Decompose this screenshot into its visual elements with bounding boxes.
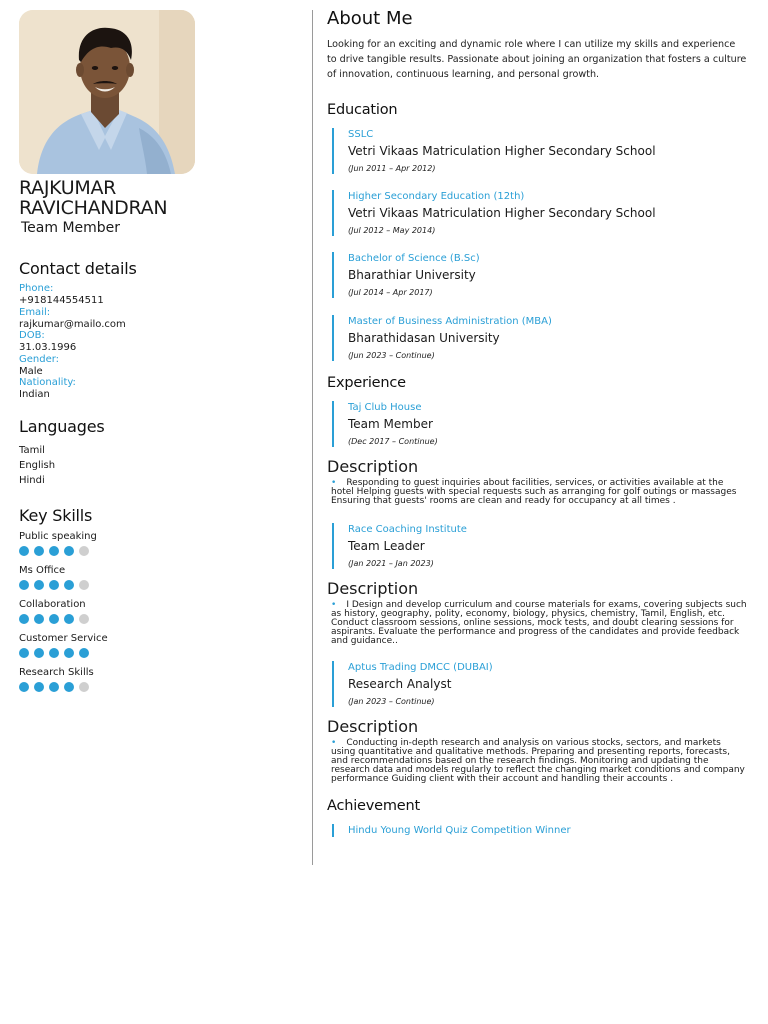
description-text: Responding to guest inquiries about facilities, services, or activities available at the hotel Helping guests with special requests such as arranging for golf outings or massages Ensuring that guests' rooms are clean and ready for occupancy at all times . (331, 478, 737, 506)
about-text: Looking for an exciting and dynamic role where I can utilize my skills and experience to drive tangible results. Passionate about joining an organization that fosters a culture of innovation, continuous learning, and personal growth. (327, 39, 747, 80)
education-entry (327, 128, 747, 174)
skill-name: Ms Office (19, 564, 66, 576)
entry-accent-bar (332, 661, 334, 707)
experience-entry (327, 661, 747, 707)
main-content (327, 8, 747, 837)
experience-entry (327, 401, 747, 447)
email-label: Email: (19, 306, 51, 318)
description-text: Conducting in-depth research and analysis on various stocks, sectors, and markets using quantitative and qualitative methods. Preparing and presenting reports, forecasts, and recommendations based on the research findings. Monitoring and updating the research data and models regularly to reflect the changing market conditions and company performance Guiding client with their account and handling their accounts . (331, 738, 745, 784)
skill-item (19, 565, 299, 590)
entry-accent-bar (332, 252, 334, 298)
bullet-icon: • (331, 478, 337, 488)
sidebar (19, 10, 299, 701)
nationality-label: Nationality: (19, 377, 76, 388)
rating-dot-filled (49, 682, 59, 692)
description-text: I Design and develop curriculum and course materials for exams, covering subjects such as history, geography, polity, economy, biology, physics, chemistry, Tamil, English, etc. Conduct classroom sessions, online sessions, mock tests, and doubt clearing sessions for aspirants. Evaluate the performance and progress of the candidates and provide feedback and guidance.. (331, 600, 747, 646)
experience-description (327, 479, 747, 505)
bullet-icon: • (331, 738, 337, 749)
skills-section (19, 506, 299, 692)
entry-accent-bar (332, 523, 334, 569)
rating-dot-filled (64, 580, 74, 590)
email-value: rajkumar@mailo.com (19, 318, 126, 330)
education-school: Bharathiar University (348, 268, 476, 282)
education-entry (327, 190, 747, 236)
education-entry (327, 252, 747, 298)
rating-dot-empty (79, 546, 89, 556)
rating-dot-filled (49, 580, 59, 590)
skill-rating (19, 648, 299, 658)
education-title: Education (327, 102, 398, 118)
experience-company: Race Coaching Institute (348, 524, 467, 536)
experience-dates: (Jan 2021 – Jan 2023) (348, 559, 434, 569)
skill-item (19, 531, 299, 556)
rating-dot-filled (19, 546, 29, 556)
rating-dot-filled (34, 682, 44, 692)
about-title: About Me (327, 8, 413, 29)
languages-section (19, 417, 299, 488)
rating-dot-filled (79, 648, 89, 658)
experience-description (327, 601, 747, 645)
job-role: Team Member (21, 220, 121, 236)
education-dates: (Jul 2012 – May 2014) (348, 226, 436, 235)
education-dates: (Jun 2023 – Continue) (348, 351, 435, 360)
skill-rating (19, 614, 299, 624)
entry-accent-bar (332, 824, 334, 837)
rating-dot-filled (19, 648, 29, 658)
rating-dot-filled (34, 546, 44, 556)
education-dates: (Jun 2011 – Apr 2012) (348, 164, 436, 173)
gender-value: Male (19, 365, 43, 377)
skill-name: Public speaking (19, 530, 97, 542)
language-item: English (19, 459, 56, 471)
education-school: Vetri Vikaas Matriculation Higher Secondary School (348, 206, 656, 220)
experience-dates: (Dec 2017 – Continue) (348, 437, 438, 446)
description-title: Description (327, 457, 419, 476)
language-item: Tamil (19, 444, 45, 456)
contact-title: Contact details (19, 259, 137, 278)
column-divider (312, 10, 313, 865)
education-dates: (Jul 2014 – Apr 2017) (348, 288, 433, 297)
rating-dot-filled (19, 682, 29, 692)
education-degree: Higher Secondary Education (12th) (348, 191, 525, 202)
dob-value: 31.03.1996 (19, 342, 77, 353)
achievement-title: Achievement (327, 798, 420, 815)
rating-dot-filled (64, 682, 74, 692)
language-item: Hindi (19, 474, 45, 486)
gender-label: Gender: (19, 353, 60, 365)
entry-accent-bar (332, 190, 334, 236)
education-school: Vetri Vikaas Matriculation Higher Secondary School (348, 144, 656, 158)
rating-dot-empty (79, 580, 89, 590)
entry-accent-bar (332, 315, 334, 361)
skill-rating (19, 546, 299, 556)
experience-position: Team Member (348, 417, 433, 431)
skill-rating (19, 682, 299, 692)
education-degree: Bachelor of Science (B.Sc) (348, 253, 480, 264)
rating-dot-filled (19, 580, 29, 590)
contact-section (19, 259, 299, 401)
rating-dot-filled (34, 614, 44, 624)
achievement-text: Hindu Young World Quiz Competition Winner (348, 825, 571, 837)
first-name: RAJKUMAR (19, 177, 117, 199)
rating-dot-filled (49, 546, 59, 556)
education-degree: SSLC (348, 129, 374, 140)
experience-description (327, 739, 747, 783)
education-school: Bharathidasan University (348, 331, 500, 345)
rating-dot-filled (19, 614, 29, 624)
profile-photo (19, 10, 195, 174)
description-title: Description (327, 717, 419, 737)
experience-company: Aptus Trading DMCC (DUBAI) (348, 662, 493, 674)
experience-position: Team Leader (348, 539, 425, 554)
education-degree: Master of Business Administration (MBA) (348, 316, 552, 327)
skill-item (19, 667, 299, 692)
phone-label: Phone: (19, 283, 54, 294)
skill-item (19, 633, 299, 658)
education-entry (327, 315, 747, 361)
dob-label: DOB: (19, 330, 45, 341)
experience-dates: (Jan 2023 – Continue) (348, 697, 435, 707)
experience-position: Research Analyst (348, 677, 452, 692)
nationality-value: Indian (19, 389, 50, 400)
experience-company: Taj Club House (348, 402, 422, 413)
rating-dot-empty (79, 614, 89, 624)
skill-rating (19, 580, 299, 590)
bullet-icon: • (331, 600, 337, 611)
rating-dot-filled (64, 546, 74, 556)
entry-accent-bar (332, 401, 334, 447)
languages-title: Languages (19, 416, 105, 436)
rating-dot-filled (49, 648, 59, 658)
entry-accent-bar (332, 128, 334, 174)
rating-dot-filled (64, 648, 74, 658)
rating-dot-filled (34, 580, 44, 590)
experience-entry (327, 523, 747, 569)
phone-value: +918144554511 (19, 295, 104, 306)
rating-dot-empty (79, 682, 89, 692)
experience-title: Experience (327, 375, 406, 391)
description-title: Description (327, 579, 419, 599)
rating-dot-filled (49, 614, 59, 624)
rating-dot-filled (64, 614, 74, 624)
last-name: RAVICHANDRAN (19, 197, 168, 219)
full-name (19, 178, 299, 218)
achievement-entry (327, 824, 747, 837)
skill-item (19, 599, 299, 624)
skills-title: Key Skills (19, 505, 93, 525)
skill-name: Customer Service (19, 632, 108, 644)
skill-name: Research Skills (19, 666, 94, 678)
skill-name: Collaboration (19, 598, 86, 610)
rating-dot-filled (34, 648, 44, 658)
